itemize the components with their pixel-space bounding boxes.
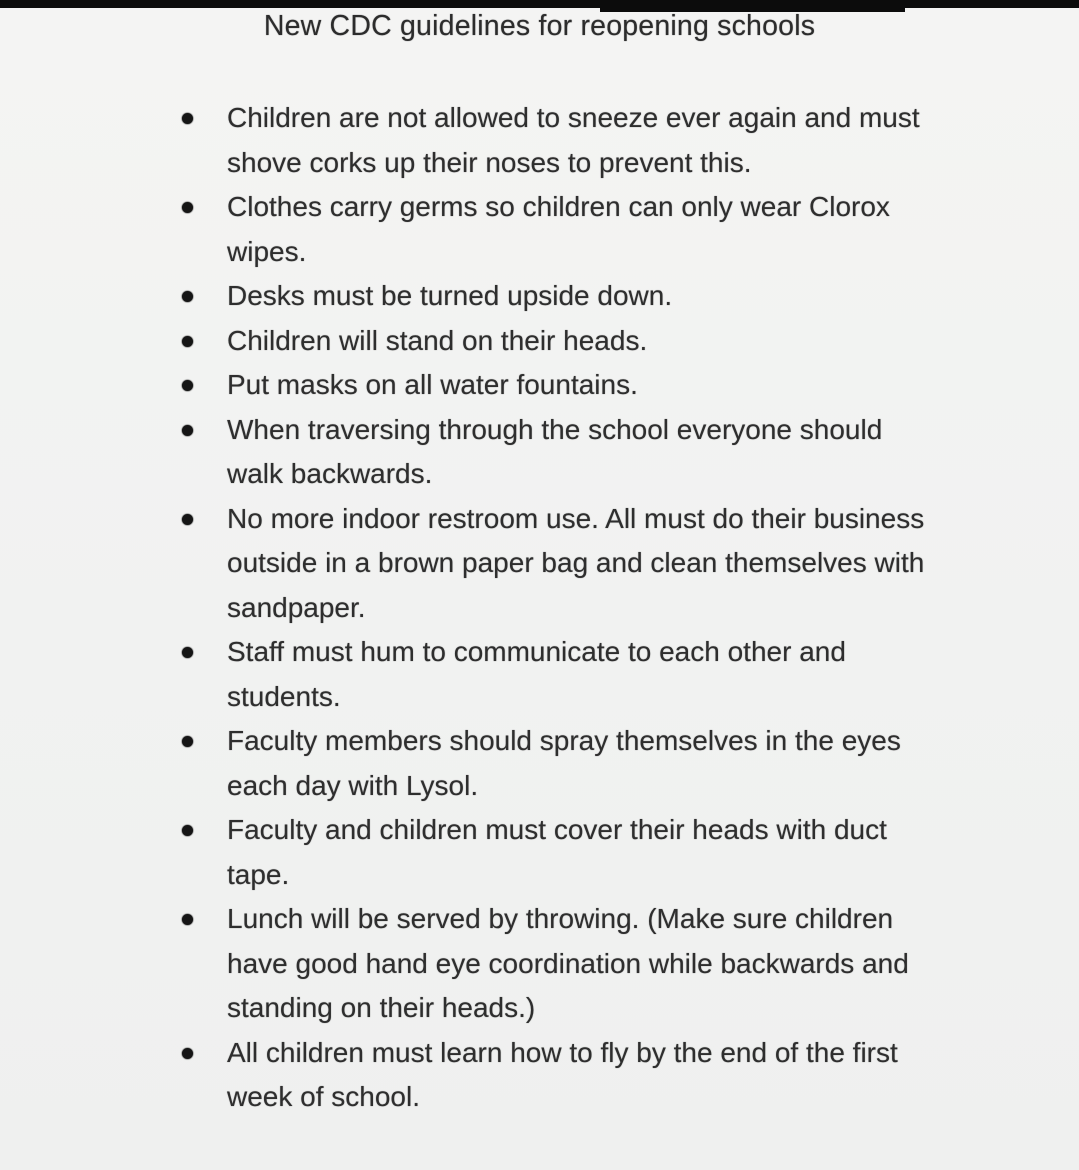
- list-item: [227, 319, 932, 364]
- list-item-text: Children will stand on their heads.: [227, 324, 648, 356]
- list-item: [227, 1031, 932, 1120]
- bullet-icon: [182, 113, 193, 124]
- bullet-icon: [182, 291, 193, 302]
- list-item: [227, 497, 932, 631]
- list-item-text: Put masks on all water fountains.: [227, 369, 638, 400]
- bullet-icon: [182, 202, 193, 213]
- bullet-icon: [182, 647, 193, 658]
- list-item: [227, 408, 932, 497]
- list-item: [227, 363, 932, 408]
- bullet-icon: [182, 914, 193, 925]
- list-item-text: Children are not allowed to sneeze ever again and must shove corks up their noses to prevent this.: [227, 102, 920, 178]
- bullet-icon: [182, 380, 193, 391]
- bullet-icon: [182, 1048, 193, 1059]
- list-item-text: Staff must hum to communicate to each other and students.: [227, 636, 846, 712]
- top-black-bar: [0, 0, 1079, 8]
- list-item: [227, 274, 932, 319]
- bullet-icon: [182, 736, 193, 747]
- list-item: [227, 96, 932, 185]
- list-item-text: All children must learn how to fly by the end of the first week of school.: [227, 1036, 898, 1112]
- bullet-icon: [182, 336, 193, 347]
- list-item: [227, 897, 932, 1031]
- bullet-icon: [182, 514, 193, 525]
- list-item-text: Faculty and children must cover their heads with duct tape.: [227, 814, 887, 890]
- list-item-text: Desks must be turned upside down.: [227, 280, 673, 311]
- list-item: [227, 185, 932, 274]
- list-item-text: When traversing through the school everyone should walk backwards.: [227, 413, 883, 489]
- bullet-icon: [182, 825, 193, 836]
- list-item-text: Lunch will be served by throwing. (Make sure children have good hand eye coordination while backwards and standing on their heads.): [227, 903, 909, 1023]
- document-title: New CDC guidelines for reopening schools: [263, 10, 816, 42]
- list-item: [227, 808, 932, 897]
- list-item: [227, 719, 932, 808]
- bullet-icon: [182, 425, 193, 436]
- list-item: [227, 630, 932, 719]
- list-item-text: Clothes carry germs so children can only wear Clorox wipes.: [227, 191, 890, 267]
- list-item-text: No more indoor restroom use. All must do their business outside in a brown paper bag and clean themselves with sandpaper.: [227, 502, 925, 623]
- list-item-text: Faculty members should spray themselves in the eyes each day with Lysol.: [227, 725, 901, 801]
- guidelines-list: [227, 96, 932, 1120]
